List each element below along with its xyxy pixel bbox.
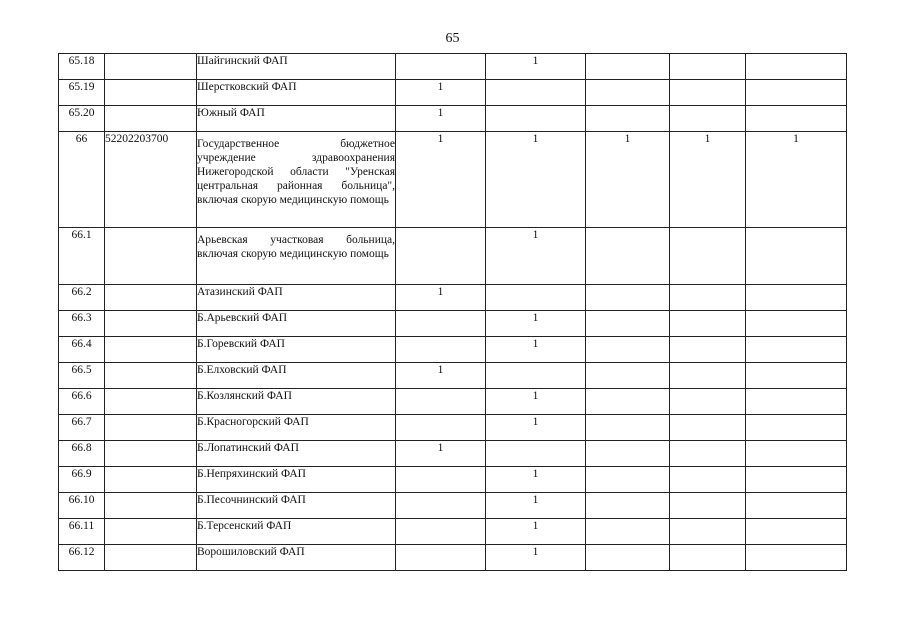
row-col-4: [670, 106, 746, 132]
row-col-2: [486, 441, 586, 467]
row-number: 66.2: [59, 285, 105, 311]
row-number: 66.10: [59, 493, 105, 519]
row-col-2: [486, 363, 586, 389]
row-name: Шерстковский ФАП: [197, 80, 396, 106]
row-col-3: [586, 285, 670, 311]
row-col-3: [586, 80, 670, 106]
row-number: 66.3: [59, 311, 105, 337]
row-col-1: [396, 467, 486, 493]
table-row: [59, 80, 847, 106]
row-col-1: [396, 228, 486, 285]
row-col-5: [746, 80, 847, 106]
row-col-2: 1: [486, 467, 586, 493]
row-code: [105, 54, 197, 80]
row-col-2: 1: [486, 228, 586, 285]
row-name: Ворошиловский ФАП: [197, 545, 396, 571]
row-col-1: [396, 54, 486, 80]
row-name: Б.Елховский ФАП: [197, 363, 396, 389]
row-number: 65.18: [59, 54, 105, 80]
row-name: Б.Лопатинский ФАП: [197, 441, 396, 467]
row-col-5: [746, 285, 847, 311]
row-name: Б.Козлянский ФАП: [197, 389, 396, 415]
row-col-4: [670, 80, 746, 106]
row-col-5: [746, 311, 847, 337]
row-col-5: [746, 363, 847, 389]
row-code: [105, 80, 197, 106]
row-col-2: [486, 106, 586, 132]
row-col-4: [670, 545, 746, 571]
row-number: 65.20: [59, 106, 105, 132]
row-number: 65.19: [59, 80, 105, 106]
row-name: Южный ФАП: [197, 106, 396, 132]
row-col-3: [586, 228, 670, 285]
table-body: [59, 54, 847, 571]
row-name: Государственное бюджетное учреждение здравоохранения Нижегородской области "Уренская центральная районная больница", включая скорую медицинскую помощь: [197, 132, 396, 228]
table-row: [59, 228, 847, 285]
row-number: 66.12: [59, 545, 105, 571]
row-name: Б.Терсенский ФАП: [197, 519, 396, 545]
table-row: [59, 285, 847, 311]
row-name: Шайгинский ФАП: [197, 54, 396, 80]
row-code: [105, 228, 197, 285]
row-col-2: 1: [486, 493, 586, 519]
table-row: [59, 493, 847, 519]
row-col-3: [586, 337, 670, 363]
table-row: [59, 363, 847, 389]
row-col-1: [396, 545, 486, 571]
row-col-1: 1: [396, 106, 486, 132]
row-col-4: [670, 311, 746, 337]
row-name: Арьевская участковая больница, включая скорую медицинскую помощь: [197, 228, 396, 285]
row-col-3: [586, 441, 670, 467]
row-col-2: 1: [486, 311, 586, 337]
row-col-5: [746, 415, 847, 441]
row-col-4: [670, 389, 746, 415]
row-col-2: 1: [486, 54, 586, 80]
row-col-2: 1: [486, 389, 586, 415]
row-code: [105, 285, 197, 311]
row-col-4: [670, 493, 746, 519]
row-col-3: [586, 519, 670, 545]
row-col-2: 1: [486, 545, 586, 571]
facility-table: [58, 53, 847, 571]
row-name: Б.Арьевский ФАП: [197, 311, 396, 337]
row-col-4: [670, 441, 746, 467]
row-col-2: 1: [486, 415, 586, 441]
table-row: [59, 519, 847, 545]
row-col-3: [586, 493, 670, 519]
row-col-5: [746, 389, 847, 415]
row-col-1: 1: [396, 285, 486, 311]
row-number: 66.8: [59, 441, 105, 467]
row-name: Б.Горевский ФАП: [197, 337, 396, 363]
row-col-4: [670, 467, 746, 493]
row-col-1: 1: [396, 363, 486, 389]
row-col-2: [486, 80, 586, 106]
row-code: [105, 493, 197, 519]
row-col-3: [586, 415, 670, 441]
table-row: [59, 311, 847, 337]
row-col-5: [746, 519, 847, 545]
row-col-1: [396, 519, 486, 545]
row-col-3: [586, 54, 670, 80]
row-col-1: [396, 389, 486, 415]
page-number: 65: [445, 31, 460, 46]
row-code: [105, 441, 197, 467]
row-col-4: [670, 285, 746, 311]
row-col-5: [746, 545, 847, 571]
row-code: [105, 337, 197, 363]
row-number: 66.9: [59, 467, 105, 493]
row-col-2: 1: [486, 337, 586, 363]
row-col-1: [396, 311, 486, 337]
row-col-5: [746, 54, 847, 80]
table-row: [59, 54, 847, 80]
table-row: [59, 106, 847, 132]
row-col-4: 1: [670, 132, 746, 228]
table-row: [59, 337, 847, 363]
row-number: 66.4: [59, 337, 105, 363]
table-row: [59, 545, 847, 571]
row-col-3: [586, 363, 670, 389]
row-code: [105, 545, 197, 571]
table-row: [59, 467, 847, 493]
row-col-5: [746, 467, 847, 493]
row-name: Б.Непряхинский ФАП: [197, 467, 396, 493]
row-col-3: [586, 106, 670, 132]
row-col-5: [746, 337, 847, 363]
row-code: [105, 363, 197, 389]
table-row: [59, 415, 847, 441]
row-col-5: [746, 228, 847, 285]
row-name: Атазинский ФАП: [197, 285, 396, 311]
row-col-2: 1: [486, 519, 586, 545]
row-col-1: [396, 493, 486, 519]
row-col-1: [396, 337, 486, 363]
row-code: [105, 415, 197, 441]
row-col-5: [746, 106, 847, 132]
row-code: 52202203700: [105, 132, 197, 228]
row-col-4: [670, 415, 746, 441]
table-row: [59, 132, 847, 228]
row-number: 66.5: [59, 363, 105, 389]
row-col-5: [746, 441, 847, 467]
row-number: 66.1: [59, 228, 105, 285]
row-name: Б.Песочнинский ФАП: [197, 493, 396, 519]
row-col-3: [586, 545, 670, 571]
row-col-2: [486, 285, 586, 311]
row-col-4: [670, 228, 746, 285]
row-col-3: [586, 311, 670, 337]
table-row: [59, 389, 847, 415]
row-code: [105, 311, 197, 337]
row-code: [105, 519, 197, 545]
row-col-4: [670, 363, 746, 389]
row-name: Б.Красногорский ФАП: [197, 415, 396, 441]
table-row: [59, 441, 847, 467]
row-col-1: 1: [396, 441, 486, 467]
row-code: [105, 467, 197, 493]
row-col-5: 1: [746, 132, 847, 228]
row-col-3: [586, 389, 670, 415]
row-col-2: 1: [486, 132, 586, 228]
row-number: 66.11: [59, 519, 105, 545]
row-number: 66.6: [59, 389, 105, 415]
row-col-5: [746, 493, 847, 519]
row-code: [105, 106, 197, 132]
row-number: 66.7: [59, 415, 105, 441]
row-code: [105, 389, 197, 415]
row-col-1: 1: [396, 80, 486, 106]
row-col-4: [670, 337, 746, 363]
row-number: 66: [59, 132, 105, 228]
row-col-3: [586, 467, 670, 493]
row-col-1: 1: [396, 132, 486, 228]
row-col-4: [670, 54, 746, 80]
row-col-1: [396, 415, 486, 441]
row-col-3: 1: [586, 132, 670, 228]
row-col-4: [670, 519, 746, 545]
